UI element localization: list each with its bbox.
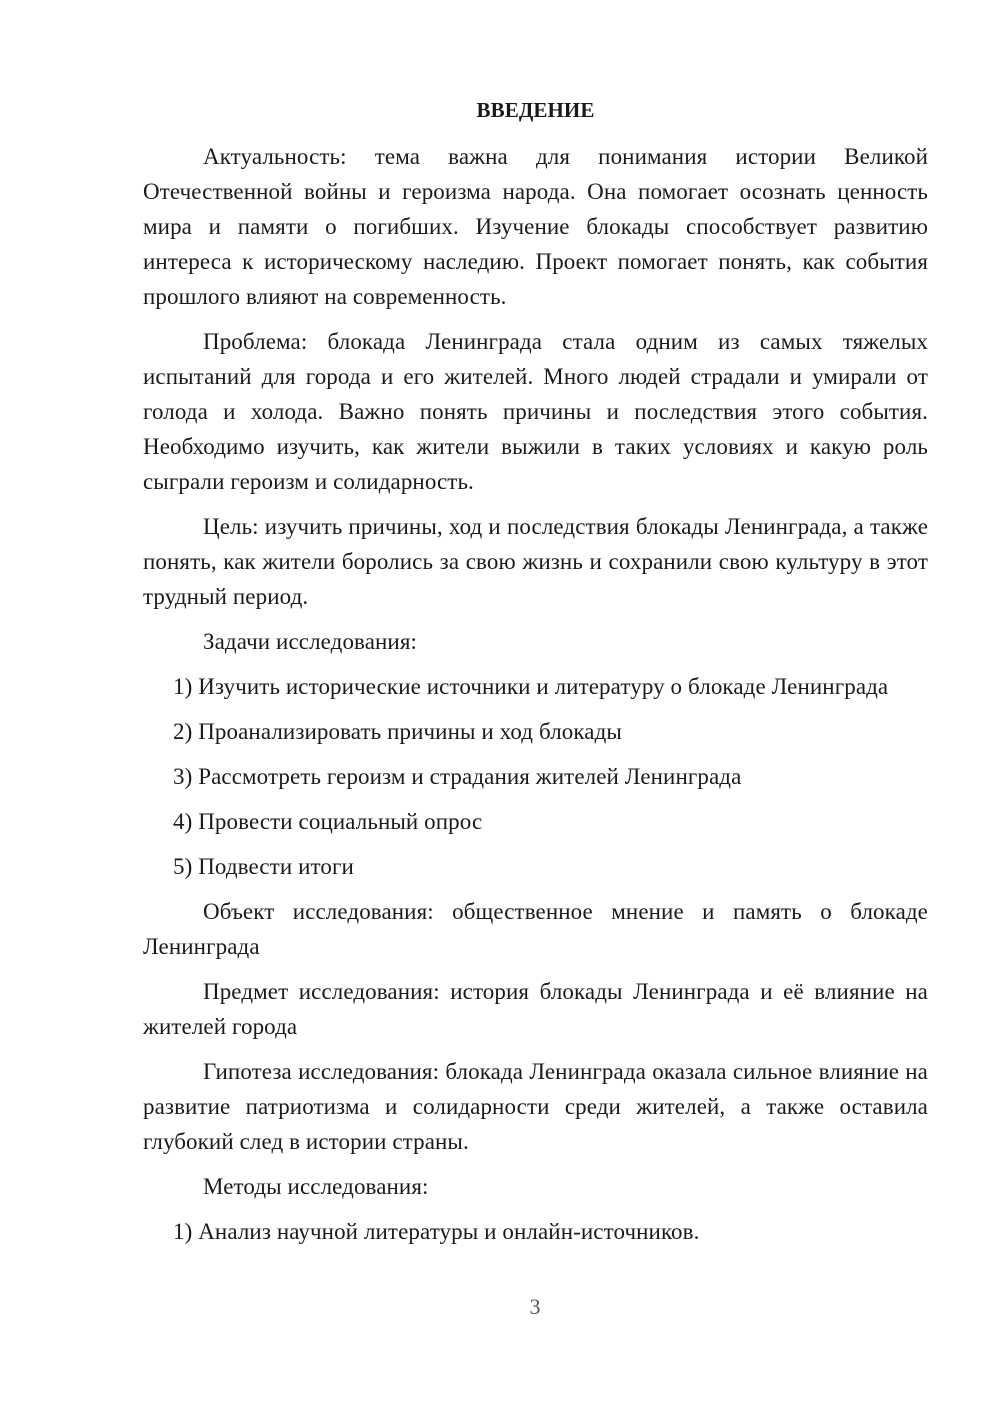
relevance-paragraph: Актуальность: тема важна для понимания истории Великой Отечественной войны и героизма народа. Она помогает осознать ценность мира и памяти о погибших. Изучение блокады способствует развитию интереса к историческому наследию. Проект помогает понять, как события прошлого влияют на современность. [143,144,928,309]
problem-paragraph: Проблема: блокада Ленинграда стала одним из самых тяжелых испытаний для города и его жителей. Много людей страдали и умирали от голода и холода. Важно понять причины и последствия этого события. Необходимо изучить, как жители выжили в таких условиях и какую роль сыграли героизм и солидарность. [143,329,928,494]
task-item: 5) Подвести итоги [173,854,354,879]
goal-paragraph: Цель: изучить причины, ход и последствия блокады Ленинграда, а также понять, как жители боролись за свою жизнь и сохранили свою культуру в этот трудный период. [143,514,928,609]
document-page [143,95,928,1249]
method-item: 1) Анализ научной литературы и онлайн-источников. [173,1219,700,1244]
tasks-heading: Задачи исследования: [203,629,418,654]
task-item: 1) Изучить исторические источники и литературу о блокаде Ленинграда [173,674,889,699]
task-item: 2) Проанализировать причины и ход блокады [173,719,622,744]
methods-heading: Методы исследования: [203,1174,429,1199]
hypothesis-paragraph: Гипотеза исследования: блокада Ленинграда оказала сильное влияние на развитие патриотизма и солидарности среди жителей, а также оставила глубокий след в истории страны. [143,1059,928,1154]
subject-paragraph: Предмет исследования: история блокады Ленинграда и её влияние на жителей города [143,979,928,1039]
page-number: 3 [529,1294,541,1319]
task-item: 4) Провести социальный опрос [173,809,483,834]
section-title: ВВЕДЕНИЕ [476,98,595,122]
task-item: 3) Рассмотреть героизм и страдания жителей Ленинграда [173,764,742,789]
object-paragraph: Объект исследования: общественное мнение и память о блокаде Ленинграда [143,899,928,959]
